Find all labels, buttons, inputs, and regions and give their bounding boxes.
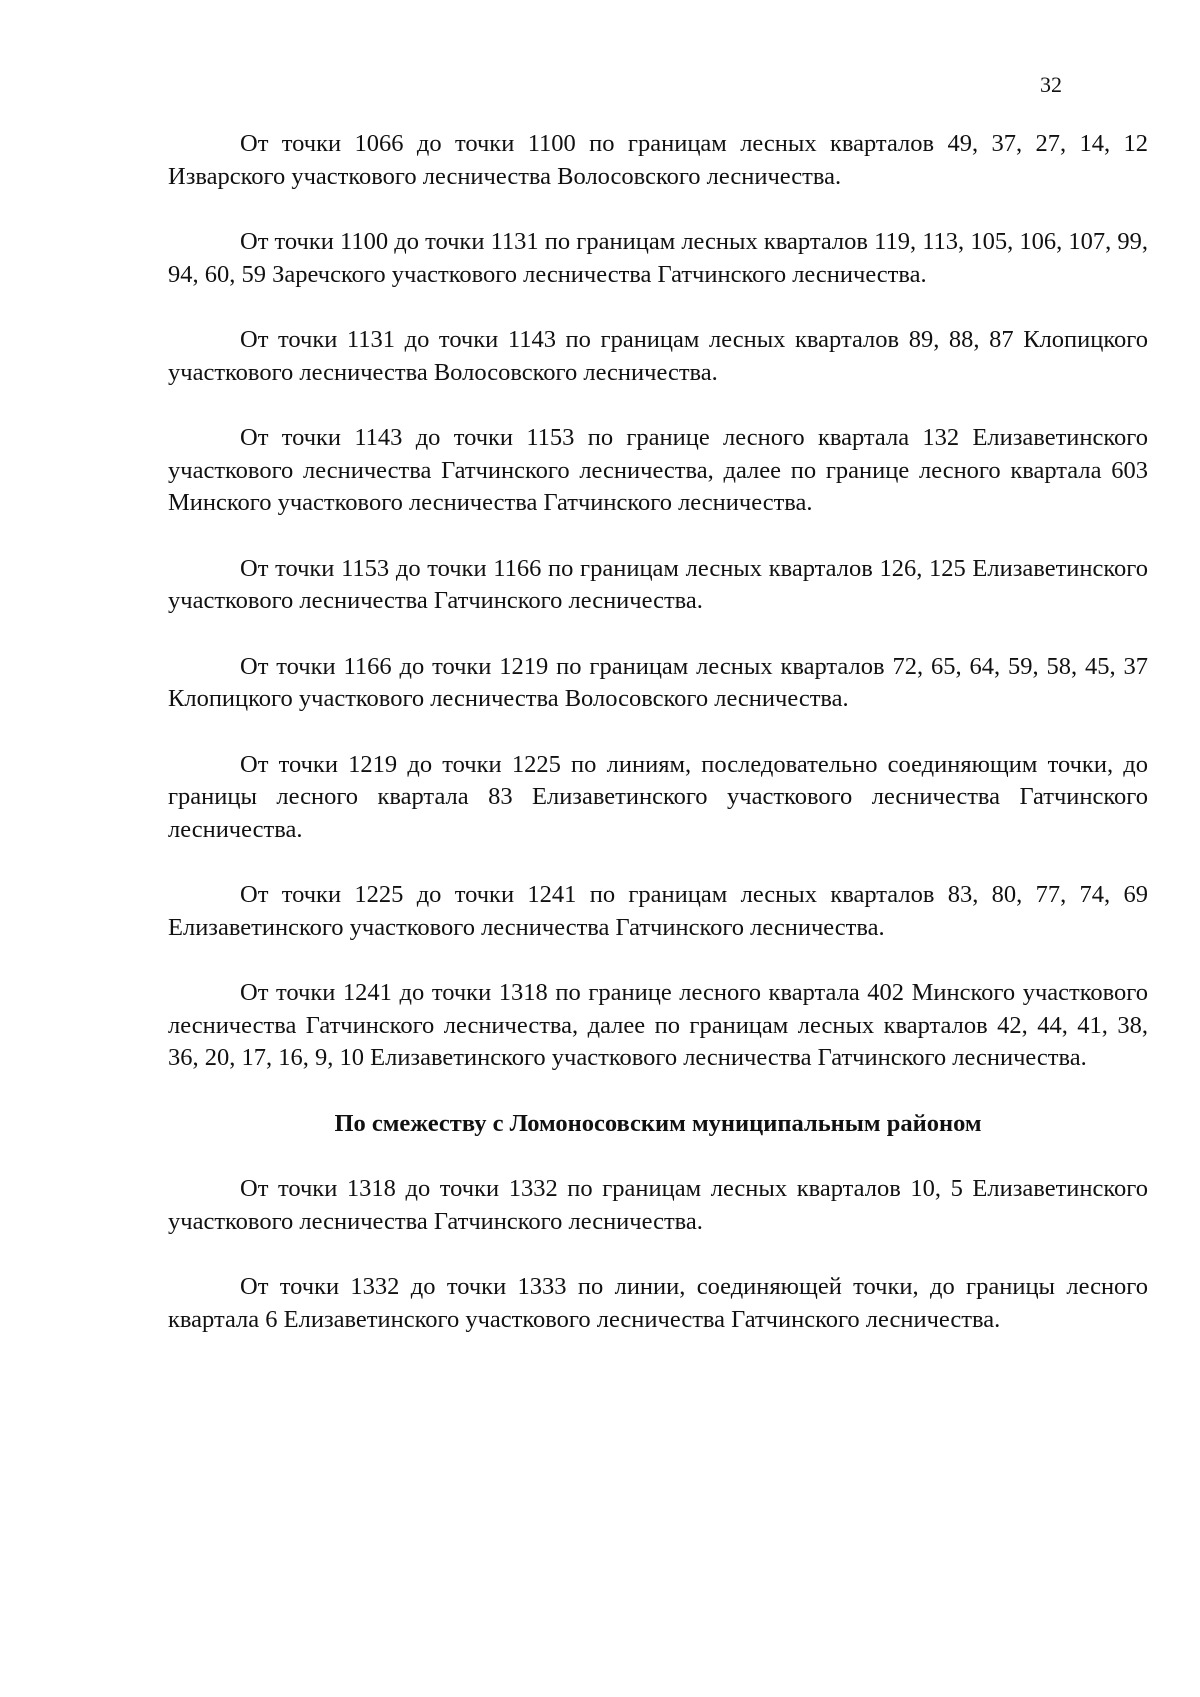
- paragraph: От точки 1131 до точки 1143 по границам лесных кварталов 89, 88, 87 Клопицкого участкового лесничества Волосовского лесничества.: [168, 326, 1148, 386]
- paragraph: От точки 1143 до точки 1153 по границе лесного квартала 132 Елизаветинского участкового лесничества Гатчинского лесничества, далее по границе лесного квартала 603 Минского участкового лесничества Гатчинского лесничества.: [168, 424, 1148, 516]
- document-body: [168, 128, 1148, 1369]
- paragraph: От точки 1241 до точки 1318 по границе лесного квартала 402 Минского участкового лесничества Гатчинского лесничества, далее по границам лесных кварталов 42, 44, 41, 38, 36, 20, 17, 16, 9, 10 Елизаветинского участкового лесничества Гатчинского лесничества.: [168, 979, 1148, 1071]
- paragraph: От точки 1066 до точки 1100 по границам лесных кварталов 49, 37, 27, 14, 12 Изварского участкового лесничества Волосовского лесничества.: [168, 130, 1148, 190]
- paragraph: От точки 1153 до точки 1166 по границам лесных кварталов 126, 125 Елизаветинского участкового лесничества Гатчинского лесничества.: [168, 554, 1148, 614]
- paragraph: От точки 1225 до точки 1241 по границам лесных кварталов 83, 80, 77, 74, 69 Елизаветинского участкового лесничества Гатчинского лесничества.: [168, 881, 1148, 941]
- paragraph: От точки 1318 до точки 1332 по границам лесных кварталов 10, 5 Елизаветинского участкового лесничества Гатчинского лесничества.: [168, 1175, 1148, 1235]
- section-heading: По смежеству с Ломоносовским муниципальным районом: [334, 1109, 982, 1137]
- paragraph: От точки 1219 до точки 1225 по линиям, последовательно соединяющим точки, до границы лесного квартала 83 Елизаветинского участкового лесничества Гатчинского лесничества.: [168, 750, 1148, 843]
- paragraph: От точки 1166 до точки 1219 по границам лесных кварталов 72, 65, 64, 59, 58, 45, 37 Клопицкого участкового лесничества Волосовского лесничества.: [168, 652, 1148, 712]
- paragraph: От точки 1100 до точки 1131 по границам лесных кварталов 119, 113, 105, 106, 107, 99, 94, 60, 59 Заречского участкового лесничества Гатчинского лесничества.: [168, 228, 1148, 288]
- page-number: 32: [1040, 72, 1062, 97]
- paragraph: От точки 1332 до точки 1333 по линии, соединяющей точки, до границы лесного квартала 6 Елизаветинского участкового лесничества Гатчинского лесничества.: [168, 1273, 1148, 1333]
